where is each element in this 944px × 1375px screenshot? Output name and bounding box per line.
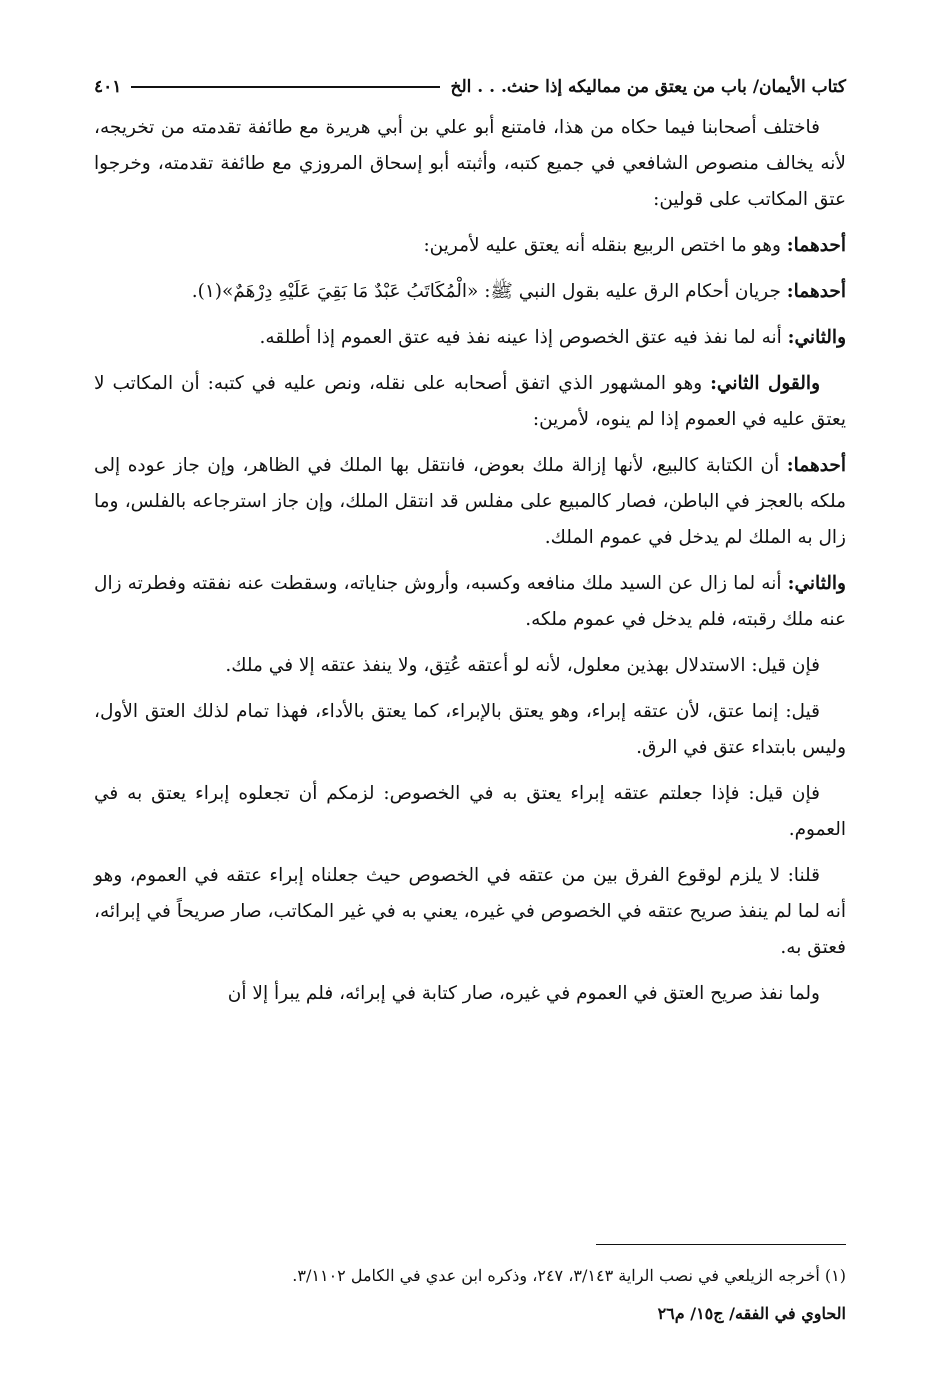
paragraph: [94, 448, 846, 556]
paragraph-text: فإن قيل: الاستدلال بهذين معلول، لأنه لو أعتقه عُتِق، ولا ينفذ عتقه إلا في ملك.: [225, 655, 820, 676]
paragraph: [94, 776, 846, 848]
paragraph-text: أن الكتابة كالبيع، لأنها إزالة ملك بعوض، فانتقل بها الملك في الظاهر، وإن جاز عوده إلى ملكه بالعجز في الباطن، فصار كالمبيع على مفلس قد انتقل الملك، وإن جاز استرجاعه بالفلس، وما زال به الملك لم يدخل في عموم الملك.: [94, 455, 846, 548]
header-rule: [131, 86, 440, 88]
paragraph: [94, 648, 846, 684]
paragraph: [94, 566, 846, 638]
paragraph-lead: أحدهما:: [786, 455, 846, 476]
paragraph-text: جريان أحكام الرق عليه بقول النبي ﷺ: «الْمُكَاتَبُ عَبْدٌ مَا بَقِيَ عَلَيْهِ دِرْهَمٌ»(١).: [191, 281, 781, 302]
paragraph-text: أنه لما زال عن السيد ملك منافعه وكسبه، وأروش جناياته، وسقطت عنه نفقته وفطرته زال عنه ملك رقبته، فلم يدخل في عموم ملكه.: [94, 573, 846, 630]
paragraph-lead: أحدهما:: [786, 235, 846, 256]
paragraph: [94, 110, 846, 218]
paragraph: [94, 694, 846, 766]
paragraph-text: قيل: إنما عتق، لأن عتقه إبراء، وهو يعتق بالإبراء، كما يعتق بالأداء، فهذا تمام لذلك العتق الأول، وليس بابتداء عتق في الرق.: [94, 701, 846, 758]
paragraph-text: أنه لما نفذ فيه عتق الخصوص إذا عينه نفذ فيه عتق العموم إذا أطلقه.: [259, 327, 782, 348]
paragraph-lead: أحدهما:: [786, 281, 846, 302]
signature-label: الحاوي في الفقه/ ج١٥/ م٢٦: [657, 1304, 846, 1323]
paragraph-text: فإن قيل: فإذا جعلتم عتقه إبراء يعتق به في الخصوص: لزمكم أن تجعلوه إبراء يعتق به في العموم.: [94, 783, 846, 840]
footnote-rule: [596, 1244, 846, 1245]
paragraph-text: فاختلف أصحابنا فيما حكاه من هذا، فامتنع أبو علي بن أبي هريرة مع طائفة تقدمته من تخريجه، لأنه يخالف منصوص الشافعي في جميع كتبه، وأثبته أبو إسحاق المروزي مع طائفة تقدمته، وخرجوا عتق المكاتب على قولين:: [94, 117, 846, 210]
paragraph-text: وهو المشهور الذي اتفق أصحابه على نقله، ونص عليه في كتبه: أن المكاتب لا يعتق عليه في العموم إذا لم ينوه، لأمرين:: [94, 373, 846, 430]
paragraph: [94, 320, 846, 356]
paragraph-lead: والثاني:: [787, 327, 846, 348]
paragraph-lead: والثاني:: [787, 573, 846, 594]
body-text: [94, 110, 846, 1012]
paragraph: [94, 228, 846, 264]
paragraph-lead: والقول الثاني:: [710, 373, 821, 394]
paragraph-text: ولما نفذ صريح العتق في العموم في غيره، صار كتابة في إبرائه، فلم يبرأ إلا أن: [227, 983, 820, 1004]
footnote: (١) أخرجه الزيلعي في نصب الراية ٣/١٤٣، ٢٤٧، وذكره ابن عدي في الكامل ٣/١١٠٢.: [292, 1266, 846, 1285]
paragraph: [94, 366, 846, 438]
page-number: ٤٠١: [94, 77, 122, 97]
paragraph: [94, 858, 846, 966]
paragraph: [94, 274, 846, 310]
running-header: [94, 70, 846, 104]
paragraph: [94, 976, 846, 1012]
header-title: كتاب الأيمان/ باب من يعتق من مماليكه إذا حنث. . . الخ: [450, 77, 846, 97]
paragraph-text: وهو ما اختص الربيع بنقله أنه يعتق عليه لأمرين:: [423, 235, 781, 256]
paragraph-text: قلنا: لا يلزم لوقوع الفرق بين من عتقه في الخصوص حيث جعلناه إبراء عتقه في العموم، وهو أنه لما لم ينفذ صريح عتقه في الخصوص في غيره، يعني به في غير المكاتب، صار صريحاً في إبرائه، فعتق به.: [94, 865, 846, 958]
page: [94, 70, 846, 1022]
